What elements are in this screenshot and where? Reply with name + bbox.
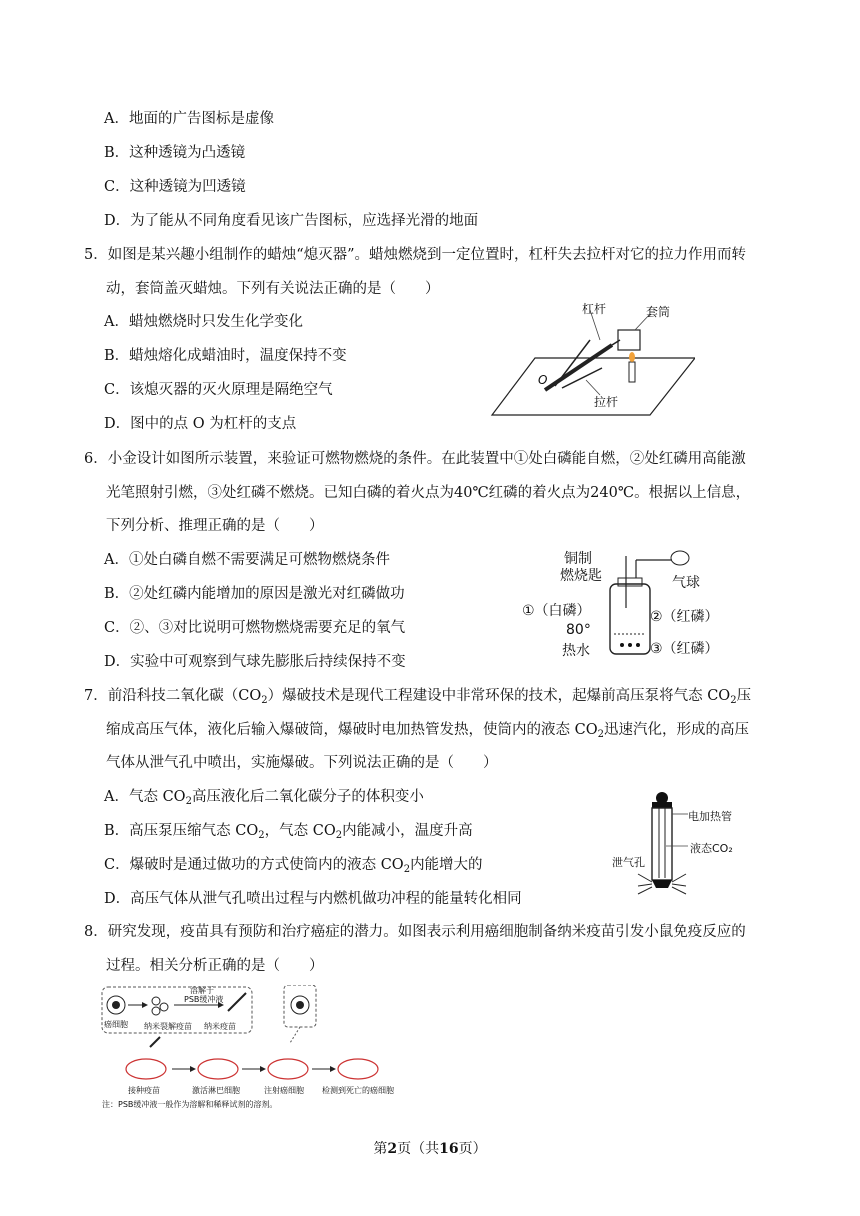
q6-stem-line2: 光笔照射引燃，③处红磷不燃烧。已知白磷的着火点为40℃红磷的着火点为240℃。根据以上信息，: [106, 485, 751, 501]
label-lever: 杠杆: [582, 302, 607, 316]
q6-combustion-figure: [522, 548, 719, 660]
q6-option-d: D．实验中可观察到气球先膨胀后持续保持不变: [104, 654, 406, 670]
label-position-2: ②（红磷）: [650, 609, 719, 625]
total-pages: 16: [439, 1141, 459, 1157]
figure-note: 注：PSB缓冲液一般作为溶解和稀释试剂的溶剂。: [102, 1100, 278, 1109]
q7-stem-line2: 缩成高压气体，液化后输入爆破筒，爆破时电加热管发热，使筒内的液态 $CO_2$迅速汽化，形成的高压: [106, 722, 749, 740]
label-nano-vaccine: 纳米疫苗: [204, 1022, 236, 1031]
q6-option-a: A．①处白磷自燃不需要满足可燃物燃烧条件: [104, 552, 390, 568]
label-sleeve: 套筒: [646, 305, 671, 319]
label-step-activate: 激活淋巴细胞: [192, 1086, 240, 1095]
label-pivot-o: O: [538, 373, 548, 387]
label-cancer-cell: 癌细胞: [104, 1020, 128, 1029]
q7-stem-line3: 气体从泄气孔中喷出，实施爆破。下列说法正确的是（ ）: [106, 755, 498, 771]
label-copper-spoon-line1: 铜制: [564, 551, 592, 567]
q5-snuffer-figure: [490, 300, 695, 420]
label-balloon: 气球: [672, 575, 700, 591]
q7-option-a: A．气态 $CO_2$高压液化后二氧化碳分子的体积变小: [104, 789, 424, 807]
q6-option-b: B．②处红磷内能增加的原因是激光对红磷做功: [104, 586, 405, 602]
q5-option-d: D．图中的点 O 为杠杆的支点: [104, 416, 297, 432]
label-hot-water: 热水: [562, 643, 590, 659]
label-step-vaccinate: 接种疫苗: [128, 1086, 160, 1095]
q7-option-d: D．高压气体从泄气孔喷出过程与内燃机做功冲程的能量转化相同: [104, 891, 522, 907]
q5-option-a: A．蜡烛燃烧时只发生化学变化: [104, 314, 303, 330]
q4-option-a: A．地面的广告图标是虚像: [104, 111, 274, 127]
page-footer: 第2页（共16页）: [373, 1141, 487, 1157]
blasting-tube-diagram: [608, 788, 758, 898]
label-step-inject: 注射癌细胞: [264, 1086, 304, 1095]
q8-stem-line1: 8．研究发现，疫苗具有预防和治疗癌症的潜力。如图表示利用癌细胞制备纳米疫苗引发小鼠免疫反应的: [84, 924, 746, 940]
label-step-detect: 检测到死亡的癌细胞: [322, 1086, 394, 1095]
q7-stem-line1: 7．前沿科技二氧化碳$(CO_2)$爆破技术是现代工程建设中非常环保的技术，起爆前高压泵将气态 $CO_2$压: [84, 688, 752, 706]
label-position-3: ③（红磷）: [650, 641, 719, 657]
label-copper-spoon-line2: 燃烧匙: [560, 568, 602, 584]
q8-stem-line2: 过程。相关分析正确的是（ ）: [106, 958, 324, 974]
q6-option-c: C．②、③对比说明可燃物燃烧需要充足的氧气: [104, 620, 406, 636]
page-number: 2: [387, 1141, 398, 1157]
q6-stem-line1: 6．小金设计如图所示装置，来验证可燃物燃烧的条件。在此装置中①处白磷能自燃，②处红磷用高能激: [84, 451, 746, 467]
label-liquid-co2: 液态CO₂: [690, 842, 733, 855]
label-position-1: ①（白磷）: [522, 603, 591, 619]
label-nano-lysate: 纳米裂解疫苗: [144, 1022, 192, 1031]
q4-option-b: B．这种透镜为凸透镜: [104, 145, 246, 161]
q7-blasting-tube-figure: [608, 788, 758, 898]
q5-option-c: C．该熄灭器的灭火原理是隔绝空气: [104, 382, 333, 398]
q5-option-b: B．蜡烛熔化成蜡油时，温度保持不变: [104, 348, 347, 364]
q5-stem-line2: 动，套筒盖灭蜡烛。下列有关说法正确的是（ ）: [106, 281, 440, 297]
label-heater-tube: 电加热管: [688, 810, 732, 823]
label-temperature: 80°: [566, 622, 591, 638]
q5-stem-line1: 5．如图是某兴趣小组制作的蜡烛“熄灭器”。蜡烛燃烧到一定位置时，杠杆失去拉杆对它的拉力作用而转: [84, 247, 747, 263]
q8-vaccine-process-figure: [100, 985, 400, 1115]
q7-option-c: C．爆破时是通过做功的方式使筒内的液态 $CO_2$内能增大的: [104, 857, 483, 875]
q7-option-b: B．高压泵压缩气态 $CO_2$，气态 $CO_2$内能减小，温度升高: [104, 823, 473, 841]
q6-stem-line3: 下列分析、推理正确的是（ ）: [106, 518, 324, 534]
q4-option-d: D．为了能从不同角度看见该广告图标，应选择光滑的地面: [104, 213, 479, 229]
label-dissolve: 溶解于: [190, 986, 214, 995]
label-rod: 拉杆: [594, 395, 619, 409]
label-psb-buffer: PSB缓冲液: [184, 995, 224, 1004]
label-vent-hole: 泄气孔: [612, 856, 645, 869]
q4-option-c: C．这种透镜为凹透镜: [104, 179, 246, 195]
